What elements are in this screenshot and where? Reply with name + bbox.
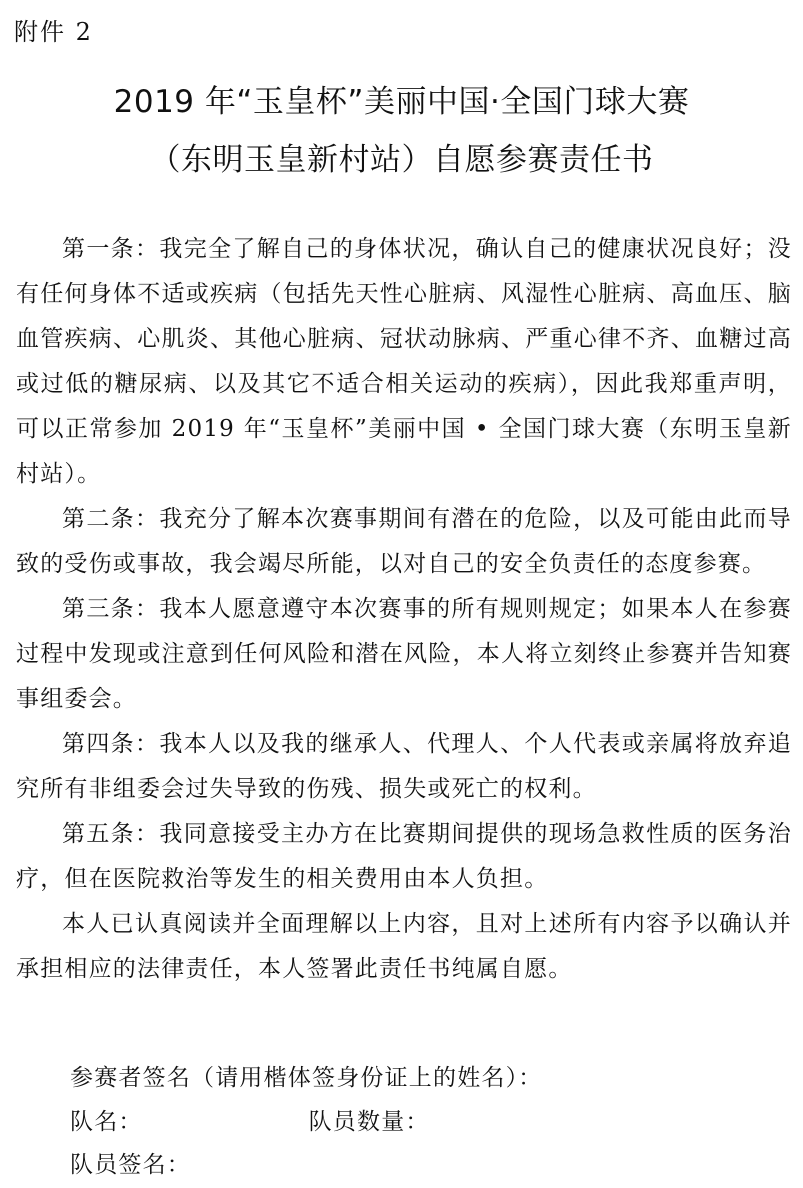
attachment-label: 附件 2 — [14, 18, 93, 46]
closing-statement: 本人已认真阅读并全面理解以上内容，且对上述所有内容予以确认并承担相应的法律责任，本人签署此责任书纯属自愿。 — [16, 911, 792, 982]
member-signature-label: 队员签名： — [70, 1152, 191, 1178]
member-count-label: 队员数量： — [308, 1109, 430, 1135]
team-info-line — [70, 1100, 430, 1145]
clause-5: 第五条：我同意接受主办方在比赛期间提供的现场急救性质的医务治疗，但在医院救治等发生的相关费用由本人负担。 — [16, 821, 792, 892]
clause-3: 第三条：我本人愿意遵守本次赛事的所有规则规定；如果本人在参赛过程中发现或注意到任何风险和潜在风险，本人将立刻终止参赛并告知赛事组委会。 — [16, 596, 792, 712]
document-body — [16, 227, 792, 992]
clause-4: 第四条：我本人以及我的继承人、代理人、个人代表或亲属将放弃追究所有非组委会过失导致的伤残、损失或死亡的权利。 — [16, 731, 792, 802]
clause-1: 第一条：我完全了解自己的身体状况，确认自己的健康状况良好；没有任何身体不适或疾病（包括先天性心脏病、风湿性心脏病、高血压、脑血管疾病、心肌炎、其他心脏病、冠状动脉病、严重心律不齐、血糖过高或过低的糖尿病、以及其它不适合相关运动的疾病），因此我郑重声明，可以正常参加 2019 年“玉皇杯”美丽中国 • 全国门球大赛（东明玉皇新村站）。 — [16, 236, 792, 487]
document-title-line-2: （东明玉皇新村站）自愿参赛责任书 — [149, 142, 654, 178]
team-name-label: 队名： — [70, 1109, 143, 1135]
member-signature-line — [70, 1143, 191, 1188]
clause-2: 第二条：我充分了解本次赛事期间有潜在的危险，以及可能由此而导致的受伤或事故，我会竭尽所能，以对自己的安全负责任的态度参赛。 — [16, 506, 792, 577]
participant-signature-line — [70, 1056, 543, 1101]
document-title-line-1: 2019 年“玉皇杯”美丽中国·全国门球大赛 — [113, 84, 690, 120]
participant-signature-label: 参赛者签名（请用楷体签身份证上的姓名）： — [70, 1065, 543, 1091]
